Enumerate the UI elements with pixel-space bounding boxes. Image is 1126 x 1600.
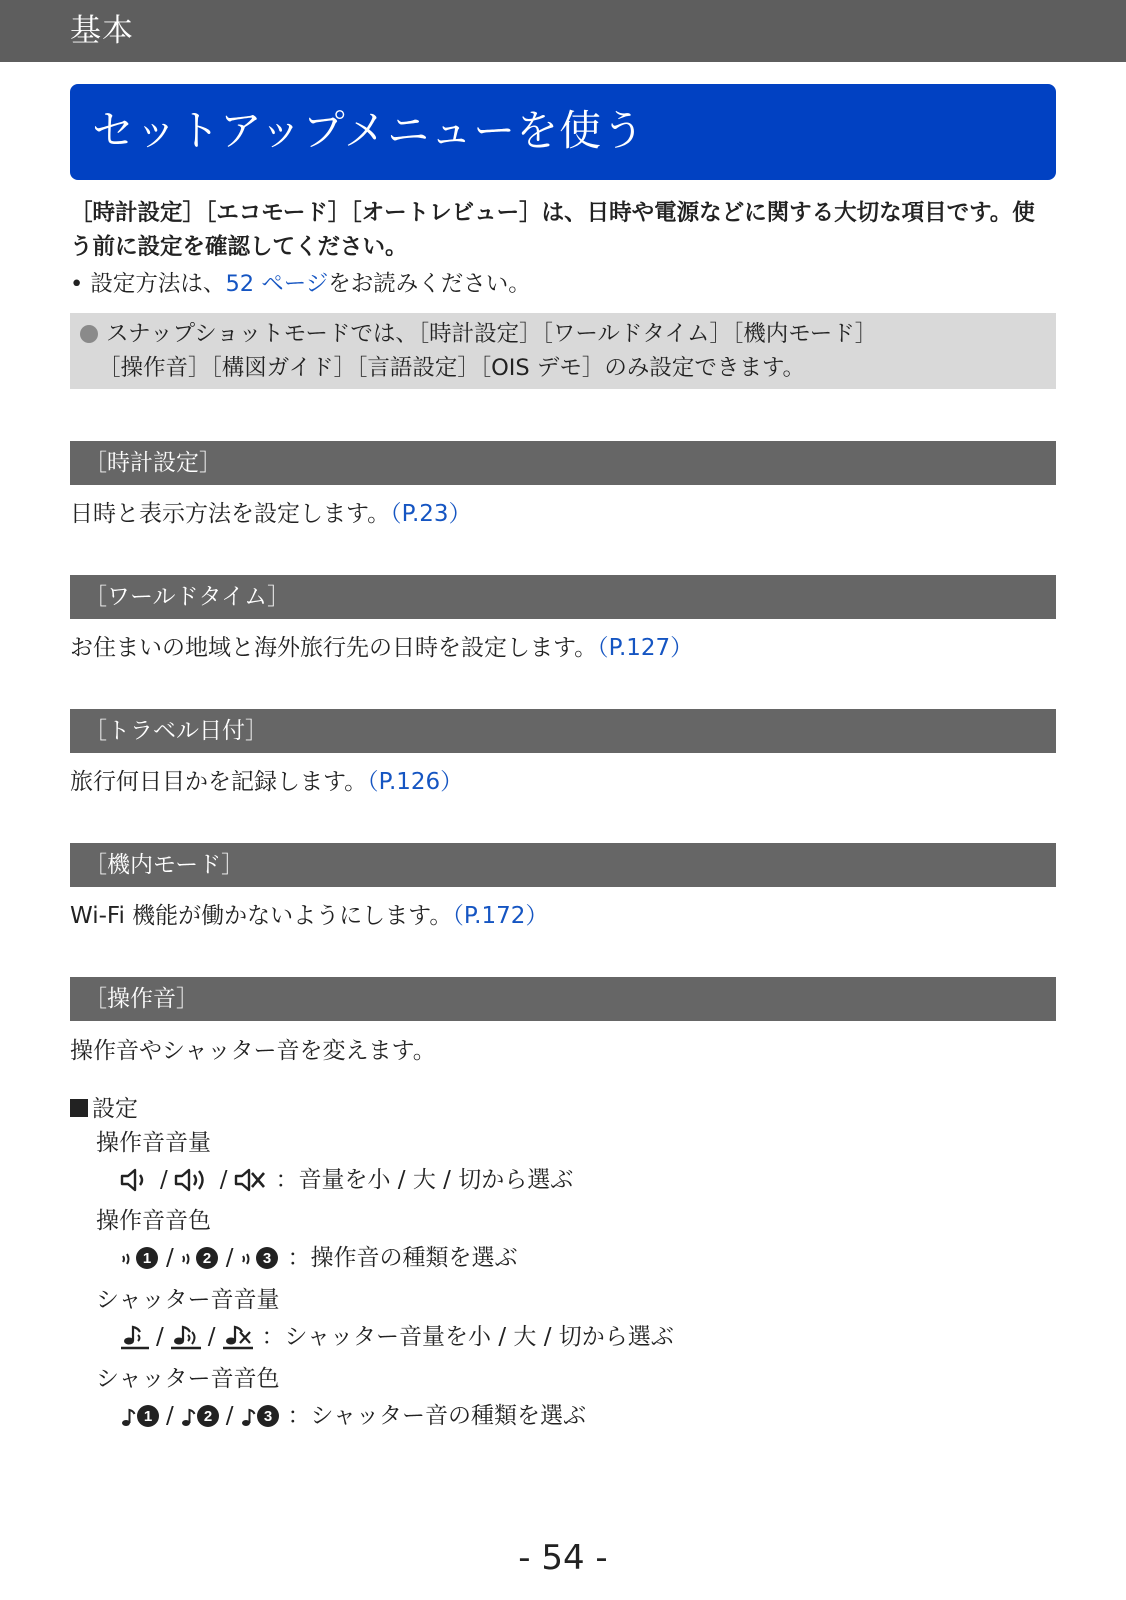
category-label: 基本 — [70, 13, 134, 49]
section-desc-beep — [70, 1034, 436, 1068]
section-desc-text: お住まいの地域と海外旅行先の日時を設定します。 — [70, 635, 598, 661]
settings-heading — [70, 1092, 138, 1126]
section-heading-travel-date — [70, 709, 1056, 753]
page-ref-link[interactable]: （P.127） — [597, 635, 694, 661]
setting-label-beep-volume: 操作音音量 — [96, 1130, 211, 1156]
bullet-prefix: • 設定方法は、 — [70, 271, 226, 297]
shutter-volume-low-icon — [120, 1324, 150, 1350]
separator: / — [225, 1403, 234, 1429]
setting-label-beep-tone: 操作音音色 — [96, 1208, 211, 1234]
speaker-low-icon — [120, 1167, 154, 1193]
separator: / — [156, 1324, 164, 1350]
page-number: - 54 - — [518, 1538, 608, 1578]
svg-text:2: 2 — [203, 1408, 212, 1425]
section-heading-beep — [70, 977, 1056, 1021]
section-heading-label: ［機内モード］ — [84, 852, 245, 878]
section-desc-clock — [70, 497, 472, 531]
setting-desc: ：シャッター音量を小 / 大 / 切から選ぶ — [261, 1324, 674, 1350]
shutter-tone-1-icon — [120, 1402, 160, 1430]
note-bullet-icon — [80, 325, 98, 343]
separator: / — [225, 1245, 234, 1271]
section-desc-world-time — [70, 631, 693, 665]
setting-desc: ：シャッター音の種類を選ぶ — [287, 1403, 587, 1429]
page-title: セットアップメニューを使う — [92, 106, 646, 155]
bullet-suffix: をお読みください。 — [328, 271, 531, 297]
beep-tone-1-icon — [120, 1244, 160, 1272]
section-desc-text: 操作音やシャッター音を変えます。 — [70, 1038, 436, 1064]
separator: / — [219, 1167, 228, 1193]
note-line-1 — [80, 317, 877, 351]
category-header-bar — [0, 0, 1126, 62]
note-box — [70, 313, 1056, 389]
square-bullet-icon — [70, 1099, 88, 1117]
separator: / — [207, 1324, 216, 1350]
section-heading-label: ［ワールドタイム］ — [84, 584, 291, 610]
svg-text:2: 2 — [202, 1250, 211, 1267]
section-desc-text: 旅行何日目かを記録します。 — [70, 769, 368, 795]
svg-text:1: 1 — [143, 1408, 153, 1425]
title-banner — [70, 84, 1056, 180]
section-heading-label: ［操作音］ — [84, 986, 199, 1012]
shutter-volume-high-icon — [170, 1324, 202, 1350]
beep-tone-3-icon — [240, 1244, 280, 1272]
setting-desc: ：音量を小 / 大 / 切から選ぶ — [275, 1167, 574, 1193]
page-ref-link[interactable]: （P.172） — [452, 903, 549, 929]
shutter-tone-3-icon — [240, 1402, 280, 1430]
note-text-2: ［操作音］［構図ガイド］［言語設定］［OIS デモ］のみ設定できます。 — [98, 355, 806, 381]
shutter-tone-2-icon — [180, 1402, 220, 1430]
section-heading-clock — [70, 441, 1056, 485]
section-heading-label: ［時計設定］ — [84, 450, 222, 476]
separator: / — [166, 1403, 174, 1429]
shutter-volume-mute-icon — [222, 1324, 254, 1350]
separator: / — [166, 1245, 174, 1271]
intro-paragraph: ［時計設定］［エコモード］［オートレビュー］は、日時や電源などに関する大切な項目です。使う前に設定を確認してください。 — [70, 200, 1035, 260]
speaker-high-icon — [174, 1167, 214, 1193]
setting-options-beep-volume — [120, 1163, 573, 1197]
section-desc-travel-date — [70, 765, 463, 799]
page-link-52[interactable]: 52 ページ — [225, 271, 329, 297]
page-ref-link[interactable]: （P.126） — [367, 769, 464, 795]
settings-heading-text: 設定 — [92, 1096, 138, 1122]
section-heading-label: ［トラベル日付］ — [84, 718, 268, 744]
bullet-line — [70, 268, 531, 300]
section-heading-world-time — [70, 575, 1056, 619]
setting-options-beep-tone — [120, 1241, 518, 1275]
section-desc-airplane-mode — [70, 899, 548, 933]
note-text-1: スナップショットモードでは、［時計設定］［ワールドタイム］［機内モード］ — [106, 321, 878, 347]
speaker-mute-icon — [234, 1167, 268, 1193]
svg-text:3: 3 — [262, 1250, 271, 1267]
setting-label-shutter-volume: シャッター音音量 — [96, 1287, 280, 1313]
svg-text:3: 3 — [263, 1408, 272, 1425]
section-desc-text: 日時と表示方法を設定します。 — [70, 501, 391, 527]
beep-tone-2-icon — [180, 1244, 220, 1272]
setting-options-shutter-tone — [120, 1399, 586, 1433]
section-heading-airplane-mode — [70, 843, 1056, 887]
setting-desc: ：操作音の種類を選ぶ — [287, 1245, 518, 1271]
section-desc-text: Wi-Fi 機能が働かないようにします。 — [70, 903, 453, 929]
separator: / — [160, 1167, 168, 1193]
setting-options-shutter-volume — [120, 1320, 674, 1354]
setting-label-shutter-tone: シャッター音音色 — [96, 1366, 280, 1392]
svg-text:1: 1 — [142, 1250, 152, 1267]
page-ref-link[interactable]: （P.23） — [390, 501, 472, 527]
